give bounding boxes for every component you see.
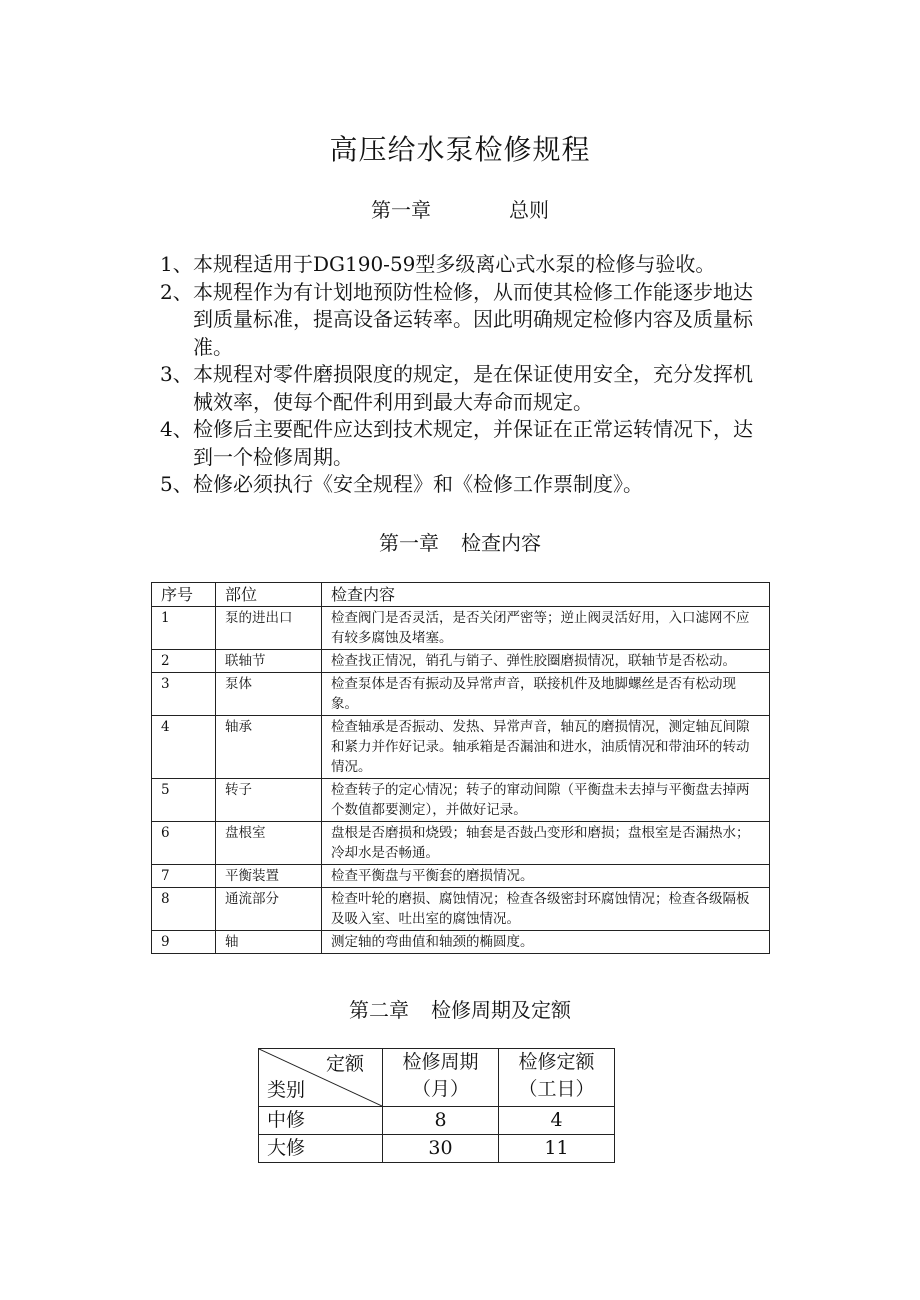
rule-number: 2、 [160,279,193,304]
rule-text: 本规程作为有计划地预防性检修，从而使其检修工作能逐步地达到质量标准，提高设备运转率。因此明确规定检修内容及质量标准。 [193,279,753,359]
chapter-label: 第二章 [349,998,409,1022]
corner-bottom-label: 类别 [267,1079,306,1101]
row-number: 9 [152,931,216,954]
rule-item [160,471,760,499]
rule-item [160,416,760,471]
chapter-heading-general [0,194,920,223]
row-part: 通流部分 [216,888,322,931]
row-content: 检查平衡盘与平衡套的磨损情况。 [322,865,770,888]
table-row [259,1107,615,1135]
row-number: 7 [152,865,216,888]
rule-text: 检修必须执行《安全规程》和《检修工作票制度》。 [193,472,643,496]
cycle-quota-table [258,1048,615,1163]
table-row [152,865,770,888]
column-header: 部位 [216,583,322,607]
row-part: 盘根室 [216,822,322,865]
column-header: 序号 [152,583,216,607]
chapter-heading-cycle-quota [0,994,920,1023]
row-part: 平衡装置 [216,865,322,888]
rule-item [160,251,760,279]
table-row [152,888,770,931]
repair-period: 8 [383,1107,499,1135]
repair-type: 中修 [259,1107,383,1135]
table-row [152,779,770,822]
chapter-name: 总则 [509,198,549,222]
table-row [152,822,770,865]
rule-text: 本规程适用于DG190-59型多级离心式水泵的检修与验收。 [193,252,716,276]
row-part: 轴承 [216,716,322,779]
column-header: 检查内容 [322,583,770,607]
row-number: 3 [152,673,216,716]
rule-item [160,361,760,416]
header-line: 检修周期 [402,1051,479,1073]
repair-days: 11 [499,1135,615,1163]
row-content: 检查转子的定心情况；转子的窜动间隙（平衡盘未去掉与平衡盘去掉两个数值都要测定），并做好记录。 [322,779,770,822]
table-row [259,1135,615,1163]
row-number: 5 [152,779,216,822]
document-title: 高压给水泵检修规程 [329,133,591,166]
rule-number: 1、 [160,252,193,276]
row-content: 检查泵体是否有振动及异常声音，联接机件及地脚螺丝是否有松动现象。 [322,673,770,716]
row-content: 检查阀门是否灵活，是否关闭严密等；逆止阀灵活好用，入口滤网不应有较多腐蚀及堵塞。 [322,607,770,650]
row-number: 2 [152,650,216,673]
column-header-period [383,1049,499,1107]
table-row [152,931,770,954]
row-number: 1 [152,607,216,650]
row-part: 泵的进出口 [216,607,322,650]
chapter-label: 第一章 [379,531,439,555]
chapter-heading-inspection [0,527,920,556]
table-row [152,716,770,779]
table-header-row [152,583,770,607]
rule-number: 3、 [160,362,193,386]
row-content: 检查叶轮的磨损、腐蚀情况；检查各级密封环腐蚀情况；检查各级隔板及吸入室、吐出室的腐蚀情况。 [322,888,770,931]
row-number: 6 [152,822,216,865]
row-part: 轴 [216,931,322,954]
header-line: 检修定额 [518,1051,595,1073]
rule-text: 检修后主要配件应达到技术规定，并保证在正常运转情况下，达到一个检修周期。 [193,417,753,469]
row-content: 盘根是否磨损和烧毁；轴套是否鼓凸变形和磨损；盘根室是否漏热水；冷却水是否畅通。 [322,822,770,865]
table-row [152,673,770,716]
corner-top-label: 定额 [325,1053,364,1075]
diagonal-corner-cell [259,1049,383,1107]
header-unit: （工日） [518,1078,595,1100]
row-number: 8 [152,888,216,931]
rule-number: 4、 [160,417,193,441]
row-number: 4 [152,716,216,779]
chapter-name: 检修周期及定额 [431,998,571,1022]
table-row [152,607,770,650]
row-part: 联轴节 [216,650,322,673]
chapter-name: 检查内容 [461,531,541,555]
repair-period: 30 [383,1135,499,1163]
header-unit: （月） [411,1078,469,1100]
rule-text: 本规程对零件磨损限度的规定，是在保证使用安全，充分发挥机械效率，使每个配件利用到最大寿命而规定。 [193,362,753,414]
row-part: 泵体 [216,673,322,716]
table-header-row [259,1049,615,1107]
row-content: 检查轴承是否振动、发热、异常声音，轴瓦的磨损情况，测定轴瓦间隙和紧力并作好记录。轴承箱是否漏油和进水，油质情况和带油环的转动情况。 [322,716,770,779]
repair-type: 大修 [259,1135,383,1163]
rule-number: 5、 [160,472,193,496]
row-content: 测定轴的弯曲值和轴颈的椭圆度。 [322,931,770,954]
table-row [152,650,770,673]
row-content: 检查找正情况，销孔与销子、弹性胶圈磨损情况，联轴节是否松动。 [322,650,770,673]
chapter-label: 第一章 [371,198,431,222]
inspection-table [151,582,770,954]
general-rules-list [160,251,760,499]
rule-item [160,279,760,362]
column-header-quota [499,1049,615,1107]
row-part: 转子 [216,779,322,822]
repair-days: 4 [499,1107,615,1135]
